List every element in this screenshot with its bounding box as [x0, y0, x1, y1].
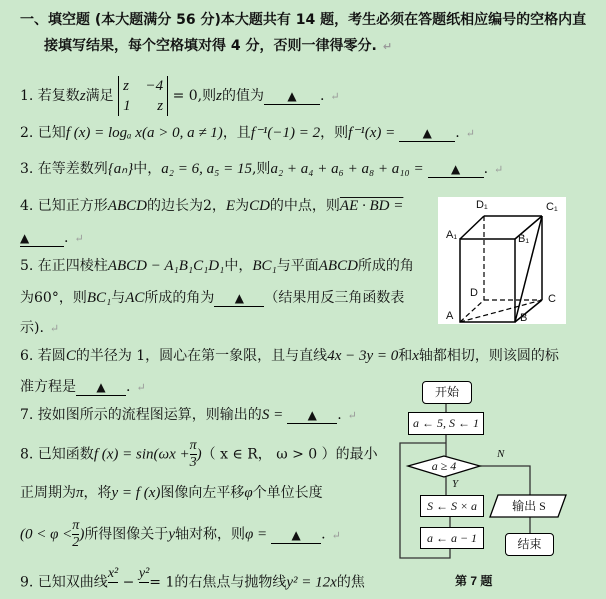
numerator: x²: [107, 566, 119, 581]
period: .: [319, 88, 325, 104]
flow-init: a ← 5, S ← 1: [408, 412, 484, 435]
figure-caption: 第 7 题: [455, 574, 493, 588]
q5-text: （结果用反三角函数表: [264, 290, 405, 306]
vertex-label: A: [446, 310, 454, 322]
q8-text: 正周期为: [20, 485, 76, 501]
q3-text: 3. 在等差数列: [20, 161, 108, 177]
q1-text: 1. 若复数: [20, 88, 80, 104]
answer-blank[interactable]: ▲: [287, 407, 337, 424]
q5-text: 为60°，则: [20, 290, 87, 306]
question-9: 9. 已知双曲线 x² − y² = 1的右焦点与抛物线y² = 12x的焦: [20, 566, 365, 599]
q6-text: 和: [398, 348, 413, 364]
flow-output: 输出 S: [512, 499, 546, 513]
det-cell: −4: [145, 78, 164, 94]
q7-math: S =: [261, 407, 284, 423]
q5-math: BC₁: [86, 290, 112, 306]
q6-text: 6. 若圆: [20, 348, 66, 364]
q6-math: x: [412, 348, 419, 364]
q8-math: (0 < φ <: [20, 526, 73, 543]
q2-text: 2. 已知: [20, 125, 66, 141]
q3-text: ,则: [251, 161, 271, 177]
q3-math: a₂ = 6, a₅ = 15: [161, 161, 252, 177]
q5-text: 与平面: [276, 258, 319, 274]
q5-math: AC: [125, 290, 145, 306]
numerator: π: [72, 518, 80, 533]
q8-text: 图像向左平移: [160, 485, 245, 501]
return-mark: ↵: [331, 528, 341, 542]
q3-math: {aₙ}: [107, 161, 134, 177]
answer-blank[interactable]: ▲: [428, 161, 484, 178]
q5-text: 5. 在正四棱柱: [20, 258, 108, 274]
det-cell: z: [123, 78, 129, 94]
answer-blank[interactable]: ▲: [214, 290, 264, 307]
flow-condition: a ≥ 4: [431, 459, 457, 473]
q9-text: 9. 已知双曲线: [20, 574, 108, 591]
flow-yes-label: Y: [452, 478, 459, 490]
period: .: [321, 526, 326, 543]
period: .: [483, 161, 489, 177]
vertex-label: D₁: [476, 199, 488, 211]
vertex-label: C: [548, 293, 556, 305]
q8-text: ，将: [83, 485, 112, 501]
q7-text: 7. 按如图所示的流程图运算，则输出的: [20, 407, 262, 423]
q1-var: z: [216, 88, 222, 104]
q8-math: y = f (x): [111, 485, 161, 501]
q2-math: f (x) = logₐ x(a > 0, a ≠ 1): [65, 125, 223, 141]
q8-text: 所得图像关于: [84, 526, 169, 543]
q8-text: 8. 已知函数: [20, 446, 94, 463]
q1-text: = 0,则: [172, 88, 217, 104]
flow-multiply: S ← S × a: [420, 495, 484, 517]
vertex-label: C₁: [546, 201, 558, 213]
answer-blank[interactable]: ▲: [399, 125, 455, 142]
period: .: [337, 407, 342, 423]
q4-text: 4. 已知正方形: [20, 198, 108, 214]
section-heading-line1: 一、填空题 (本大题满分 56 分)本大题共有 14 题，考生必须在答题纸相应编号的空格内直: [20, 12, 587, 28]
return-mark: ↵: [382, 40, 393, 53]
q8-math: ): [196, 446, 202, 463]
answer-blank[interactable]: ▲: [264, 88, 320, 105]
q9-math: y² = 12x: [286, 574, 337, 591]
return-mark: ↵: [136, 381, 146, 394]
answer-blank[interactable]: ▲: [76, 379, 126, 396]
q5-math: ABCD − A₁B₁C₁D₁: [107, 258, 225, 274]
flow-end: 结束: [505, 533, 554, 556]
vertex-label: B₁: [518, 233, 530, 245]
q6-text: 准方程是: [20, 379, 76, 395]
q2-text: ，则: [320, 125, 349, 141]
q3-text: 中，: [133, 161, 162, 177]
q5-text: 与: [111, 290, 126, 306]
q4-math: ABCD: [107, 198, 147, 214]
q3-math: a₂ + a₄ + a₆ + a₈ + a₁₀ =: [270, 161, 424, 177]
q4-text: 的边长为2，: [146, 198, 226, 214]
q4-math: AE · BD =: [339, 198, 404, 214]
q1-text: 满足: [85, 88, 114, 104]
return-mark: ↵: [465, 127, 475, 140]
vertex-label: B: [520, 312, 528, 324]
q4-math: E: [225, 198, 236, 214]
return-mark: ↵: [74, 232, 84, 245]
q9-text: 的焦: [336, 574, 365, 591]
q8-text: 个单位长度: [252, 485, 323, 501]
q8-math: φ: [244, 485, 253, 501]
q6-text: 轴都相切，则该圆的标: [418, 348, 559, 364]
q5-text: 中，: [224, 258, 253, 274]
return-mark: ↵: [494, 163, 504, 176]
vertex-label: A₁: [446, 229, 458, 241]
flow-decrement: a ← a − 1: [420, 527, 484, 549]
q8-text: 轴对称，则: [174, 526, 245, 543]
period: .: [126, 379, 131, 395]
flow-start: 开始: [422, 381, 472, 404]
denominator: 2: [72, 535, 80, 550]
flow-no-label: N: [497, 448, 505, 460]
q6-math: 4x − 3y = 0: [327, 348, 399, 364]
heading-text: 接填写结果，每个空格填对得 4 分，否则一律得零分.: [44, 38, 377, 54]
q5-math: BC₁: [252, 258, 277, 274]
return-mark: ↵: [49, 322, 60, 335]
period: .: [64, 230, 69, 246]
det-cell: 1: [123, 98, 131, 114]
denominator: 3: [189, 455, 197, 470]
numerator: π: [189, 438, 197, 453]
return-mark: ↵: [347, 409, 357, 422]
q2-math: f⁻¹(−1) = 2: [250, 125, 321, 141]
period: .: [455, 125, 460, 141]
q4-text: 为: [235, 198, 250, 214]
q9-text: = 1的右焦点与抛物线: [149, 574, 287, 591]
q5-text: 所成的角: [357, 258, 414, 274]
q5-math: ABCD: [318, 258, 358, 274]
det-cell: z: [157, 98, 164, 114]
q4-text: 的中点，则: [269, 198, 340, 214]
numerator: y²: [138, 566, 150, 581]
q5-text: 所成的角为: [144, 290, 215, 306]
q8-math: φ =: [244, 526, 268, 543]
q4-math: CD: [249, 198, 270, 214]
vertex-label: D: [470, 287, 478, 299]
q5-text: 示).: [20, 320, 44, 336]
q8-math: π: [76, 485, 84, 501]
return-mark: ↵: [330, 90, 340, 103]
q1-text: 的值为: [221, 88, 264, 104]
q8-math: ): [79, 526, 85, 543]
q8-text: （ x ∈ R， ω > 0 ）的最小: [201, 446, 378, 463]
q6-math: C: [65, 348, 76, 364]
q2-math: f⁻¹(x) =: [348, 125, 396, 141]
q6-text: 的半径为 1，圆心在第一象限，且与直线: [75, 348, 328, 364]
answer-blank[interactable]: ▲: [20, 230, 64, 247]
answer-blank[interactable]: ▲: [271, 527, 321, 544]
q8-math: y: [168, 526, 175, 543]
q8-math: f (x) = sin(ωx +: [93, 446, 190, 463]
q2-text: ，且: [222, 125, 251, 141]
q1-var: z: [79, 88, 86, 104]
